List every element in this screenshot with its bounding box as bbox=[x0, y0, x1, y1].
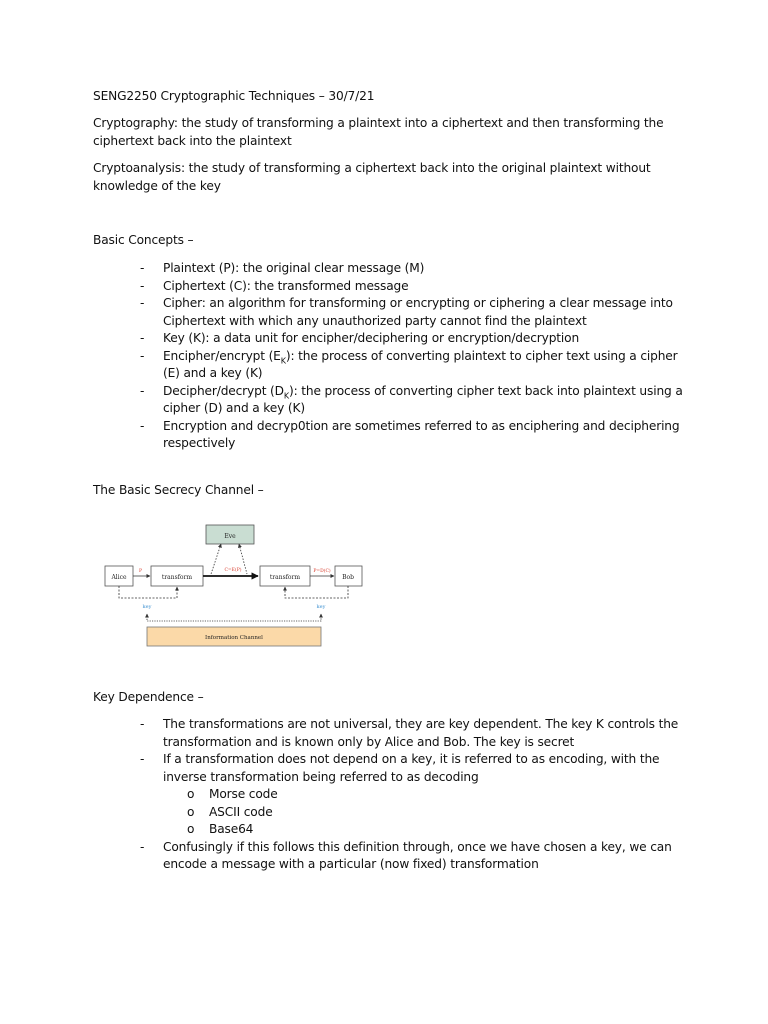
key-dependence-heading: Key Dependence – bbox=[93, 690, 204, 704]
bob-label: Bob bbox=[342, 574, 354, 581]
list-item: o Morse code bbox=[187, 787, 278, 801]
key-label-right: key bbox=[316, 604, 326, 610]
basic-concepts-heading: Basic Concepts – bbox=[93, 233, 194, 247]
key-distribution-line bbox=[147, 614, 321, 621]
list-item: - Plaintext (P): the original clear message (M) bbox=[140, 261, 425, 275]
transform-right-label: transform bbox=[269, 574, 301, 581]
alice-label: Alice bbox=[111, 574, 127, 581]
list-item: - Ciphertext (C): the transformed message bbox=[140, 278, 409, 293]
transform-left-label: transform bbox=[161, 574, 193, 581]
document-header: SENG2250 Cryptographic Techniques – 30/7/21 bbox=[93, 89, 375, 103]
list-item: o Base64 bbox=[187, 822, 254, 836]
basic-concepts-list bbox=[93, 260, 693, 453]
encoding-examples-list bbox=[163, 786, 693, 839]
list-item: - Decipher/decrypt $(D_K)$: the process of converting cipher text back into plaintext using a cipher (D) and a key (K) bbox=[140, 383, 683, 415]
list-item: - Confusingly if this follows this definition through, once we have chosen a key, we can encode a message with a particular (now fixed) transformation bbox=[140, 839, 672, 871]
list-item: - The transformations are not universal, they are key dependent. The key K controls the transformation and is known only by Alice and Bob. The key is secret bbox=[140, 717, 679, 749]
eve-tap-left bbox=[211, 544, 221, 574]
key-label-left: key bbox=[142, 604, 152, 610]
list-item: - Cipher: an algorithm for transforming or encrypting or ciphering a clear message into Ciphertext with which any unauthorized party cannot find the plaintext bbox=[140, 296, 673, 328]
key-bracket-right bbox=[285, 586, 348, 598]
pd-label: P=D(C) bbox=[313, 569, 331, 574]
list-item: o ASCII code bbox=[187, 804, 273, 819]
key-dependence-list bbox=[93, 716, 693, 874]
p-label: P bbox=[139, 569, 143, 574]
information-channel-label: Information Channel bbox=[205, 635, 263, 641]
cryptoanalysis-definition: Cryptoanalysis: the study of transforming a ciphertext back into the original plaintext without knowledge of the key bbox=[93, 161, 651, 193]
secrecy-channel-heading: The Basic Secrecy Channel – bbox=[93, 483, 264, 497]
list-item: - If a transformation does not depend on a key, it is referred to as encoding, with the inverse transformation being referred to as decoding o Morse code o ASCII code o Base64 bbox=[93, 751, 693, 839]
c-label: C=E(P) bbox=[224, 568, 242, 573]
eve-label: Eve bbox=[224, 533, 236, 540]
list-item: - Key (K): a data unit for encipher/deciphering or encryption/decryption bbox=[140, 331, 580, 345]
cryptography-definition: Cryptography: the study of transforming a plaintext into a ciphertext and then transforming the ciphertext back into the plaintext bbox=[93, 116, 664, 148]
list-item: - Encryption and decryp0tion are sometimes referred to as enciphering and deciphering respectively bbox=[140, 418, 680, 450]
list-item: - Encipher/encrypt $(E_K)$: the process of converting plaintext to cipher text using a cipher (E) and a key (K) bbox=[140, 348, 678, 380]
key-bracket-left bbox=[119, 586, 177, 598]
secrecy-channel-diagram bbox=[95, 508, 375, 658]
